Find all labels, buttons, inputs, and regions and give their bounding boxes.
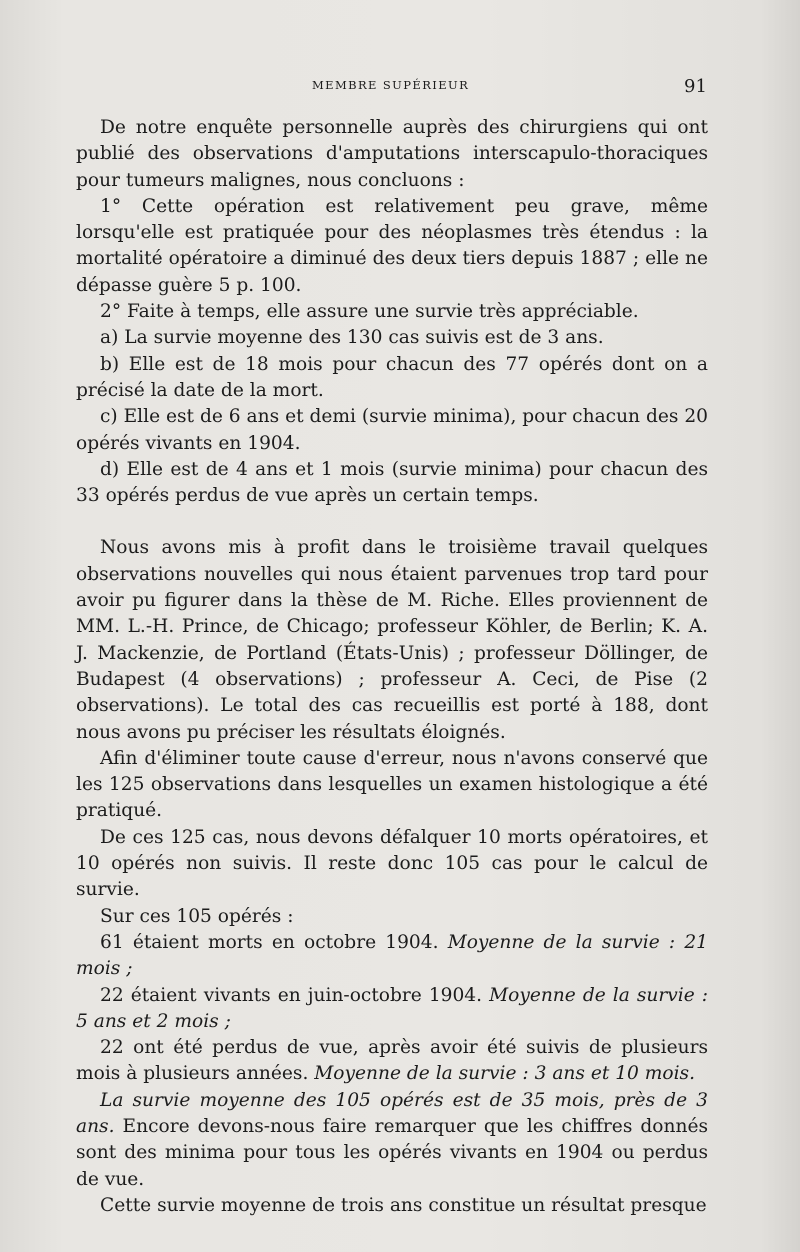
paragraph-histology: Afin d'éliminer toute cause d'erreur, nous n'avons conservé que les 125 observations dans lesquelles un examen histologique a été pratiqué. bbox=[76, 747, 708, 822]
paragraph-deductions: De ces 125 cas, nous devons défalquer 10 morts opératoires, et 10 opérés non suivis. Il reste donc 105 cas pour le calcul de survie. bbox=[76, 826, 708, 901]
paragraph-point-d: d) Elle est de 4 ans et 1 mois (survie minima) pour chacun des 33 opérés perdus de vue après un certain temps. bbox=[76, 458, 708, 507]
conclusion-italic: La survie moyenne des 105 opérés est de 35 mois, près de 3 ans. bbox=[76, 1089, 708, 1137]
paragraph-point-1: 1° Cette opération est relativement peu grave, même lorsqu'elle est pratiquée pour des néoplasmes très étendus : la mortalité opératoire a diminué des deux tiers depuis 1887 ; elle ne dépasse guère 5 p. 100. bbox=[76, 195, 708, 296]
stat-line-lost bbox=[76, 1035, 708, 1088]
running-head-title: MEMBRE SUPÉRIEUR bbox=[312, 78, 470, 92]
page-number: 91 bbox=[684, 76, 707, 97]
paragraph-point-a: a) La survie moyenne des 130 cas suivis est de 3 ans. bbox=[100, 327, 604, 349]
stat-alive-text: 22 étaient vivants en juin-octobre 1904. bbox=[100, 984, 490, 1006]
paragraph-intro: De notre enquête personnelle auprès des chirurgiens qui ont publié des observations d'amputations interscapulo-thoraciques pour tumeurs malignes, nous concluons : bbox=[76, 117, 708, 191]
stat-line-alive bbox=[76, 983, 708, 1036]
paragraph-point-c: c) Elle est de 6 ans et demi (survie minima), pour chacun des 20 opérés vivants en 1904. bbox=[76, 406, 708, 454]
stat-dead-text: 61 étaient morts en octobre 1904. bbox=[100, 931, 448, 953]
conclusion-text: Encore devons-nous faire remarquer que les chiffres donnés sont des minima pour tous les opérés vivants en 1904 ou perdus de vue. bbox=[76, 1115, 708, 1190]
page-body bbox=[76, 115, 708, 1219]
paragraph-point-2: 2° Faite à temps, elle assure une survie très appréciable. bbox=[100, 301, 639, 323]
stat-lost-italic: Moyenne de la survie : 3 ans et 10 mois. bbox=[314, 1063, 696, 1085]
paragraph-subtotal: Sur ces 105 opérés : bbox=[100, 905, 294, 927]
stat-dead-italic: Moyenne de la survie : 21 mois ; bbox=[76, 931, 708, 980]
paragraph-point-b: b) Elle est de 18 mois pour chacun des 77 opérés dont on a précisé la date de la mort. bbox=[76, 353, 708, 401]
paragraph-new-observations: Nous avons mis à profit dans le troisième travail quelques observations nouvelles qui nous étaient parvenues trop tard pour avoir pu figurer dans la thèse de M. Riche. Elles proviennent de MM. L.-H. Prince, de Chicago; professeur Köhler, de Berlin; K. A. J. Mackenzie, de Portland (États-Unis) ; professeur Döllinger, de Budapest (4 observations) ; professeur A. Ceci, de Pise (2 observations). Le total des cas recueillis est porté à 188, dont nous avons pu préciser les résultats éloignés. bbox=[76, 537, 708, 743]
stat-alive-italic: Moyenne de la survie : 5 ans et 2 mois ; bbox=[76, 984, 708, 1032]
stat-line-dead bbox=[76, 930, 708, 983]
running-head bbox=[0, 76, 800, 96]
paragraph-final: Cette survie moyenne de trois ans constitue un résultat presque bbox=[100, 1194, 707, 1216]
stat-lost-text: 22 ont été perdus de vue, après avoir été suivis de plusieurs mois à plusieurs années. bbox=[76, 1037, 708, 1085]
paragraph-conclusion bbox=[76, 1088, 708, 1193]
